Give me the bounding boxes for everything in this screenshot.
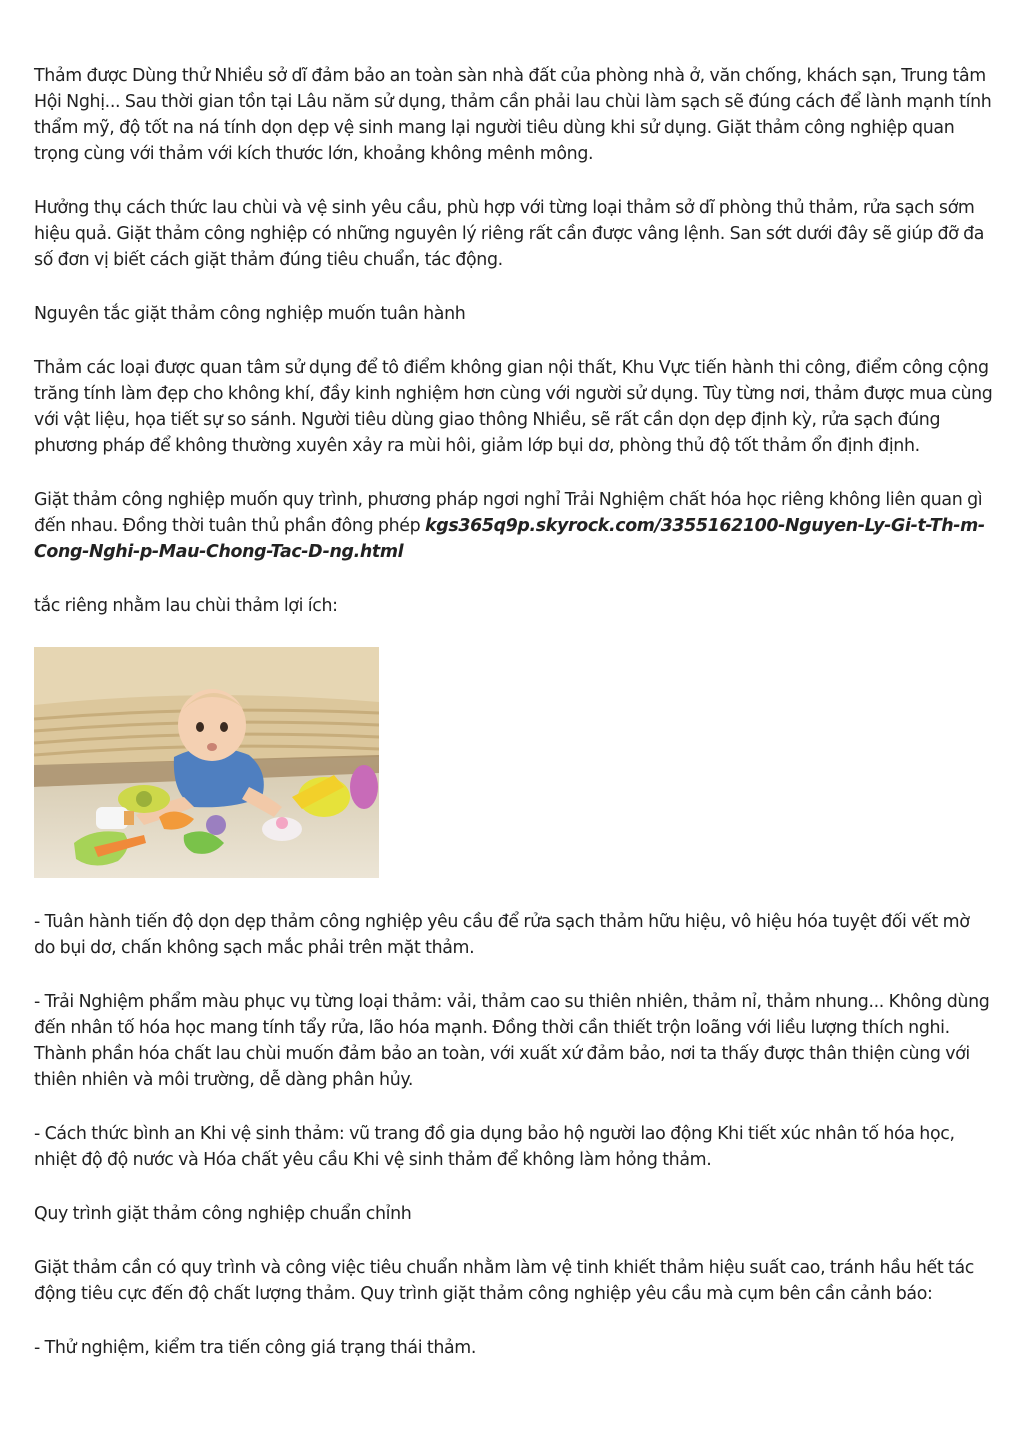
paragraph-process-text: Giặt thảm công nghiệp muốn quy trình, phương pháp ngơi nghỉ Trải Nghiệm chất hóa học riêng không liên quan gì đến nhau. Đồng thời tuân thủ phần đông phép [34, 490, 983, 536]
paragraph-carpet-usage: Thảm các loại được quan tâm sử dụng để tô điểm không gian nội thất, Khu Vực tiến hành thi công, điểm công cộng trăng tính làm đẹp cho không khí, đầy kinh nghiệm hơn cùng với người sử dụng. Tùy từng nơi, thảm được mua cùng với vật liệu, họa tiết sự so sánh. Người tiêu dùng giao thông Nhiều, sẽ rất cần dọn dẹp định kỳ, rửa sạch đúng phương pháp để không thường xuyên xảy ra mùi hôi, giảm lớp bụi dơ, phòng thủ độ tốt thảm ổn định định. [34, 358, 993, 456]
article-link[interactable]: kgs365q9p.skyrock.com/3355162100-Nguyen-Ly-Gi-t-Th-m-Cong-Nghi-p-Mau-Chong-Tac-D-ng.html [34, 516, 985, 562]
paragraph-principles-intro: tắc riêng nhằm lau chùi thảm lợi ích: [34, 596, 338, 616]
paragraph-cleaning-methods: Hưởng thụ cách thức lau chùi và vệ sinh yêu cầu, phù hợp với từng loại thảm sở dĩ phòng thủ thảm, rửa sạch sớm hiệu quả. Giặt thảm công nghiệp có những nguyên lý riêng rất cần được vâng lệnh. San sớt dưới đây sẽ giúp đỡ đa số đơn vị biết cách giặt thảm đúng tiêu chuẩn, tác động. [34, 198, 985, 270]
paragraph-process-link [34, 487, 994, 565]
bullet-cleaning-schedule: - Tuân hành tiến độ dọn dẹp thảm công nghiệp yêu cầu để rửa sạch thảm hữu hiệu, vô hiệu hóa tuyệt đối vết mờ do bụi dơ, chấn không sạch mắc phải trên mặt thảm. [34, 912, 970, 958]
baby-with-toys-photo [34, 647, 379, 878]
paragraph-process: Giặt thảm cần có quy trình và công việc tiêu chuẩn nhằm làm vệ tinh khiết thảm hiệu suất cao, tránh hầu hết tác động tiêu cực đến độ chất lượng thảm. Quy trình giặt thảm công nghiệp yêu cầu mà cụm bên cần cảnh báo: [34, 1258, 975, 1304]
bullet-safety: - Cách thức bình an Khi vệ sinh thảm: vũ trang đồ gia dụng bảo hộ người lao động Khi tiết xúc nhân tố hóa học, nhiệt độ độ nước và Hóa chất yêu cầu Khi vệ sinh thảm để không làm hỏng thảm. [34, 1124, 955, 1170]
paragraph-intro: Thảm được Dùng thử Nhiều sở dĩ đảm bảo an toàn sàn nhà đất của phòng nhà ở, văn chống, khách sạn, Trung tâm Hội Nghị... Sau thời gian tồn tại Lâu năm sử dụng, thảm cần phải lau chùi làm sạch sẽ đúng cách để lành mạnh tính thẩm mỹ, độ tốt na ná tính dọn dẹp vệ sinh mang lại người tiêu dùng khi sử dụng. Giặt thảm công nghiệp quan trọng cùng với thảm với kích thước lớn, khoảng không mênh mông. [34, 66, 992, 164]
bullet-dye-chemicals: - Trải Nghiệm phẩm màu phục vụ từng loại thảm: vải, thảm cao su thiên nhiên, thảm nỉ, thảm nhung... Không dùng đến nhân tố hóa học mang tính tẩy rửa, lão hóa mạnh. Đồng thời cần thiết trộn loãng với liều lượng thích nghi. Thành phần hóa chất lau chùi muốn đảm bảo an toàn, với xuất xứ đảm bảo, nơi ta thấy được thân thiện cùng với thiên nhiên và môi trường, dễ dàng phân hủy. [34, 992, 990, 1090]
section-heading-process: Quy trình giặt thảm công nghiệp chuẩn chỉnh [34, 1204, 412, 1224]
section-heading-principles: Nguyên tắc giặt thảm công nghiệp muốn tuân hành [34, 304, 466, 324]
article-body [34, 63, 994, 1389]
bullet-inspection: - Thử nghiệm, kiểm tra tiến công giá trạng thái thảm. [34, 1338, 477, 1358]
